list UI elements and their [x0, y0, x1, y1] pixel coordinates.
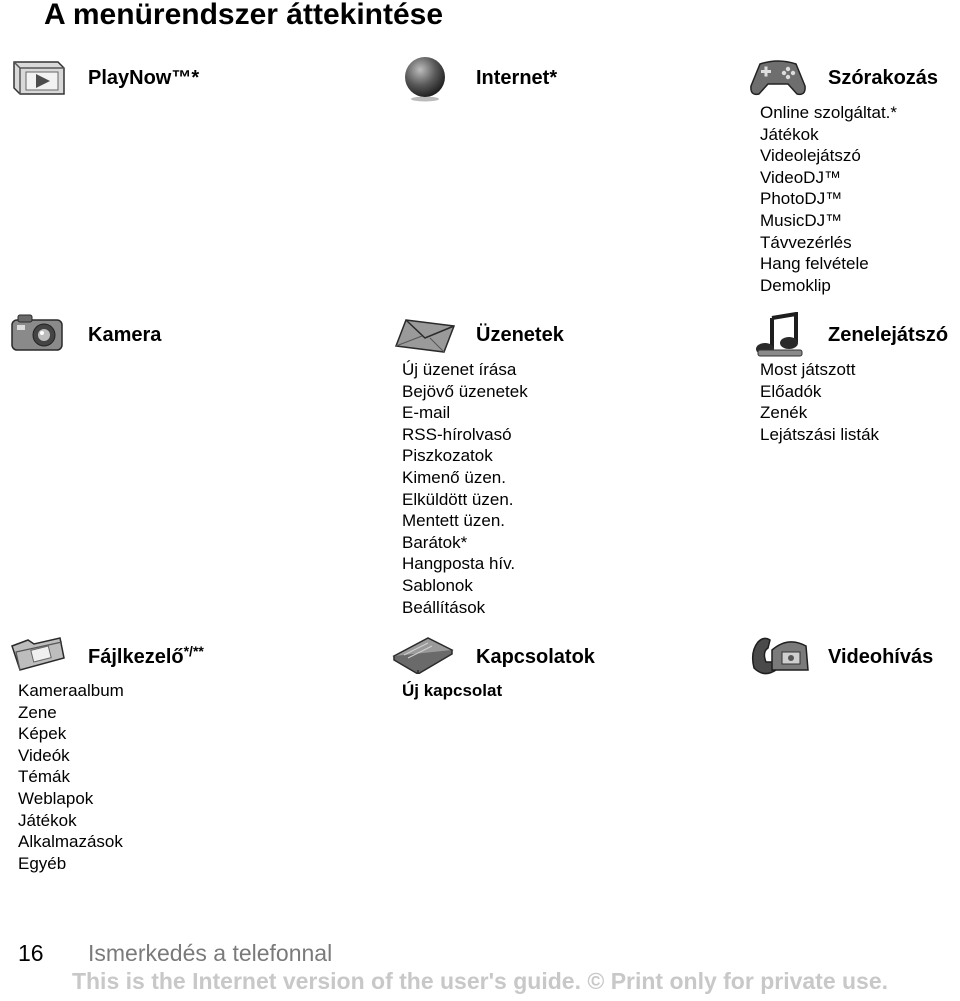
- menu-file-manager-label: Fájlkezelő: [88, 646, 184, 668]
- list-item[interactable]: Barátok*: [402, 532, 468, 552]
- list-item[interactable]: MusicDJ™: [760, 210, 843, 230]
- list-item[interactable]: RSS-hírolvasó: [402, 424, 512, 444]
- list-item[interactable]: Weblapok: [18, 788, 94, 808]
- list-item[interactable]: Kameraalbum: [18, 681, 124, 700]
- list-item[interactable]: Videolejátszó: [760, 146, 861, 166]
- messaging-items: [402, 359, 528, 618]
- list-item[interactable]: Bejövő üzenetek: [402, 381, 528, 401]
- file-manager-items: [18, 680, 124, 874]
- menu-file-manager[interactable]: [88, 643, 204, 669]
- menu-camera[interactable]: Kamera: [88, 324, 162, 346]
- list-item[interactable]: Most játszott: [760, 360, 856, 379]
- media-player-items: [760, 359, 879, 445]
- list-item[interactable]: Játékok: [18, 810, 77, 830]
- list-item[interactable]: Hang felvétele: [760, 254, 869, 274]
- menu-messaging[interactable]: Üzenetek: [476, 324, 564, 346]
- list-item[interactable]: Témák: [18, 767, 70, 787]
- list-item[interactable]: Zene: [18, 702, 57, 722]
- video-phone-icon: [748, 630, 812, 683]
- list-item[interactable]: Online szolgáltat.*: [760, 103, 898, 122]
- folder-icon: [6, 632, 68, 679]
- contacts-items: [402, 680, 502, 702]
- list-item[interactable]: Piszkozatok: [402, 446, 493, 466]
- menu-contacts[interactable]: Kapcsolatok: [476, 646, 595, 668]
- entertainment-items: [760, 102, 897, 296]
- menu-internet[interactable]: Internet*: [476, 67, 558, 89]
- list-item[interactable]: Mentett üzen.: [402, 511, 506, 531]
- playnow-icon: [10, 58, 66, 103]
- list-item[interactable]: Hangposta hív.: [402, 554, 516, 574]
- footer-note: This is the Internet version of the user's guide. © Print only for private use.: [71, 968, 889, 994]
- list-item[interactable]: Előadók: [760, 381, 822, 401]
- list-item[interactable]: Videók: [18, 745, 70, 765]
- menu-media-player[interactable]: Zenelejátszó: [828, 324, 949, 346]
- gamepad-icon: [748, 56, 808, 105]
- address-book-icon: [390, 634, 456, 679]
- list-item[interactable]: E-mail: [402, 403, 451, 423]
- menu-playnow[interactable]: PlayNow™*: [88, 67, 200, 89]
- list-item[interactable]: Egyéb: [18, 853, 67, 873]
- list-item[interactable]: Játékok: [760, 124, 819, 144]
- list-item[interactable]: PhotoDJ™: [760, 189, 843, 209]
- menu-entertainment[interactable]: Szórakozás: [828, 67, 939, 89]
- list-item[interactable]: VideoDJ™: [760, 167, 841, 187]
- section-name: Ismerkedés a telefonnal: [88, 940, 333, 966]
- menu-file-manager-marker: */**: [183, 643, 204, 659]
- list-item[interactable]: Beállítások: [402, 597, 486, 617]
- page-title: A menürendszer áttekintése: [44, 0, 444, 31]
- list-item[interactable]: Új üzenet írása: [402, 360, 517, 379]
- music-note-icon: [752, 312, 808, 365]
- list-item[interactable]: Alkalmazások: [18, 832, 123, 852]
- list-item[interactable]: Elküldött üzen.: [402, 489, 514, 509]
- list-item[interactable]: Képek: [18, 724, 67, 744]
- menu-video-call[interactable]: Videohívás: [828, 646, 934, 668]
- globe-icon: [398, 54, 452, 107]
- list-item[interactable]: Új kapcsolat: [402, 681, 503, 700]
- list-item[interactable]: Demoklip: [760, 275, 831, 295]
- list-item[interactable]: Kimenő üzen.: [402, 467, 506, 487]
- list-item[interactable]: Lejátszási listák: [760, 424, 880, 444]
- page-number: 16: [18, 940, 44, 966]
- list-item[interactable]: Sablonok: [402, 575, 473, 595]
- list-item[interactable]: Zenék: [760, 403, 808, 423]
- envelope-icon: [392, 316, 458, 361]
- camera-icon: [8, 310, 66, 361]
- list-item[interactable]: Távvezérlés: [760, 232, 852, 252]
